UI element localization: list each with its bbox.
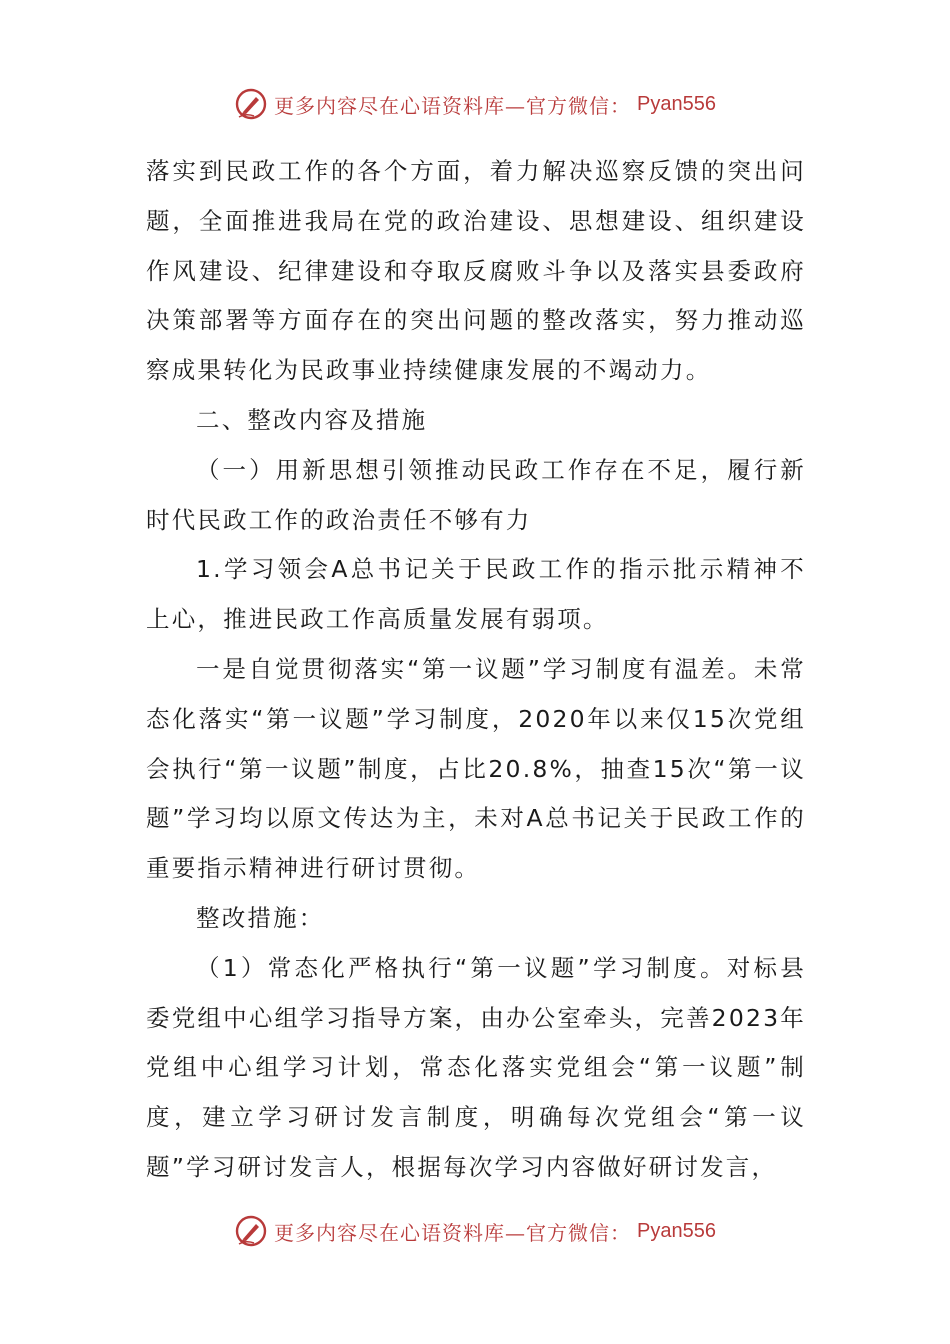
pen-logo-icon	[234, 1214, 268, 1248]
header-wechat-id: Pyan556	[637, 92, 716, 115]
subsection-heading: （一）用新思想引领推动民政工作存在不足，履行新时代民政工作的政治责任不够有力	[146, 455, 806, 534]
header-banner	[0, 84, 950, 124]
paragraph-issue: 一是自觉贯彻落实“第一议题”学习制度有温差。未常态化落实“第一议题”学习制度，2020年以来仅15次党组会执行“第一议题”制度，占比20.8%，抽查15次“第一议题”学习均以原文传达为主，未对A总书记关于民政工作的重要指示精神进行研讨贯彻。	[146, 654, 806, 883]
footer-wechat-id: Pyan556	[637, 1219, 716, 1242]
document-body	[146, 147, 806, 1193]
item-heading: 1.学习领会A总书记关于民政工作的指示批示精神不上心，推进民政工作高质量发展有弱项。	[146, 555, 806, 634]
measures-label: 整改措施：	[196, 903, 325, 932]
footer-site-text: 更多内容尽在心语资料库—官方微信：	[274, 1220, 632, 1245]
footer-banner	[0, 1211, 950, 1251]
header-site-text: 更多内容尽在心语资料库—官方微信：	[274, 93, 632, 118]
pen-logo-icon	[234, 87, 268, 121]
paragraph-measure: （1）常态化严格执行“第一议题”学习制度。对标县委党组中心组学习指导方案，由办公室牵头，完善2023年党组中心组学习计划，常态化落实党组会“第一议题”制度，建立学习研讨发言制度，明确每次党组会“第一议题”学习研讨发言人，根据每次学习内容做好研讨发言，	[146, 953, 806, 1181]
section-heading: 二、整改内容及措施	[196, 405, 428, 434]
paragraph-continuation: 落实到民政工作的各个方面，着力解决巡察反馈的突出问题，全面推进我局在党的政治建设、思想建设、组织建设作风建设、纪律建设和夺取反腐败斗争以及落实县委政府决策部署等方面存在的突出问题的整改落实，努力推动巡察成果转化为民政事业持续健康发展的不竭动力。	[146, 157, 806, 385]
